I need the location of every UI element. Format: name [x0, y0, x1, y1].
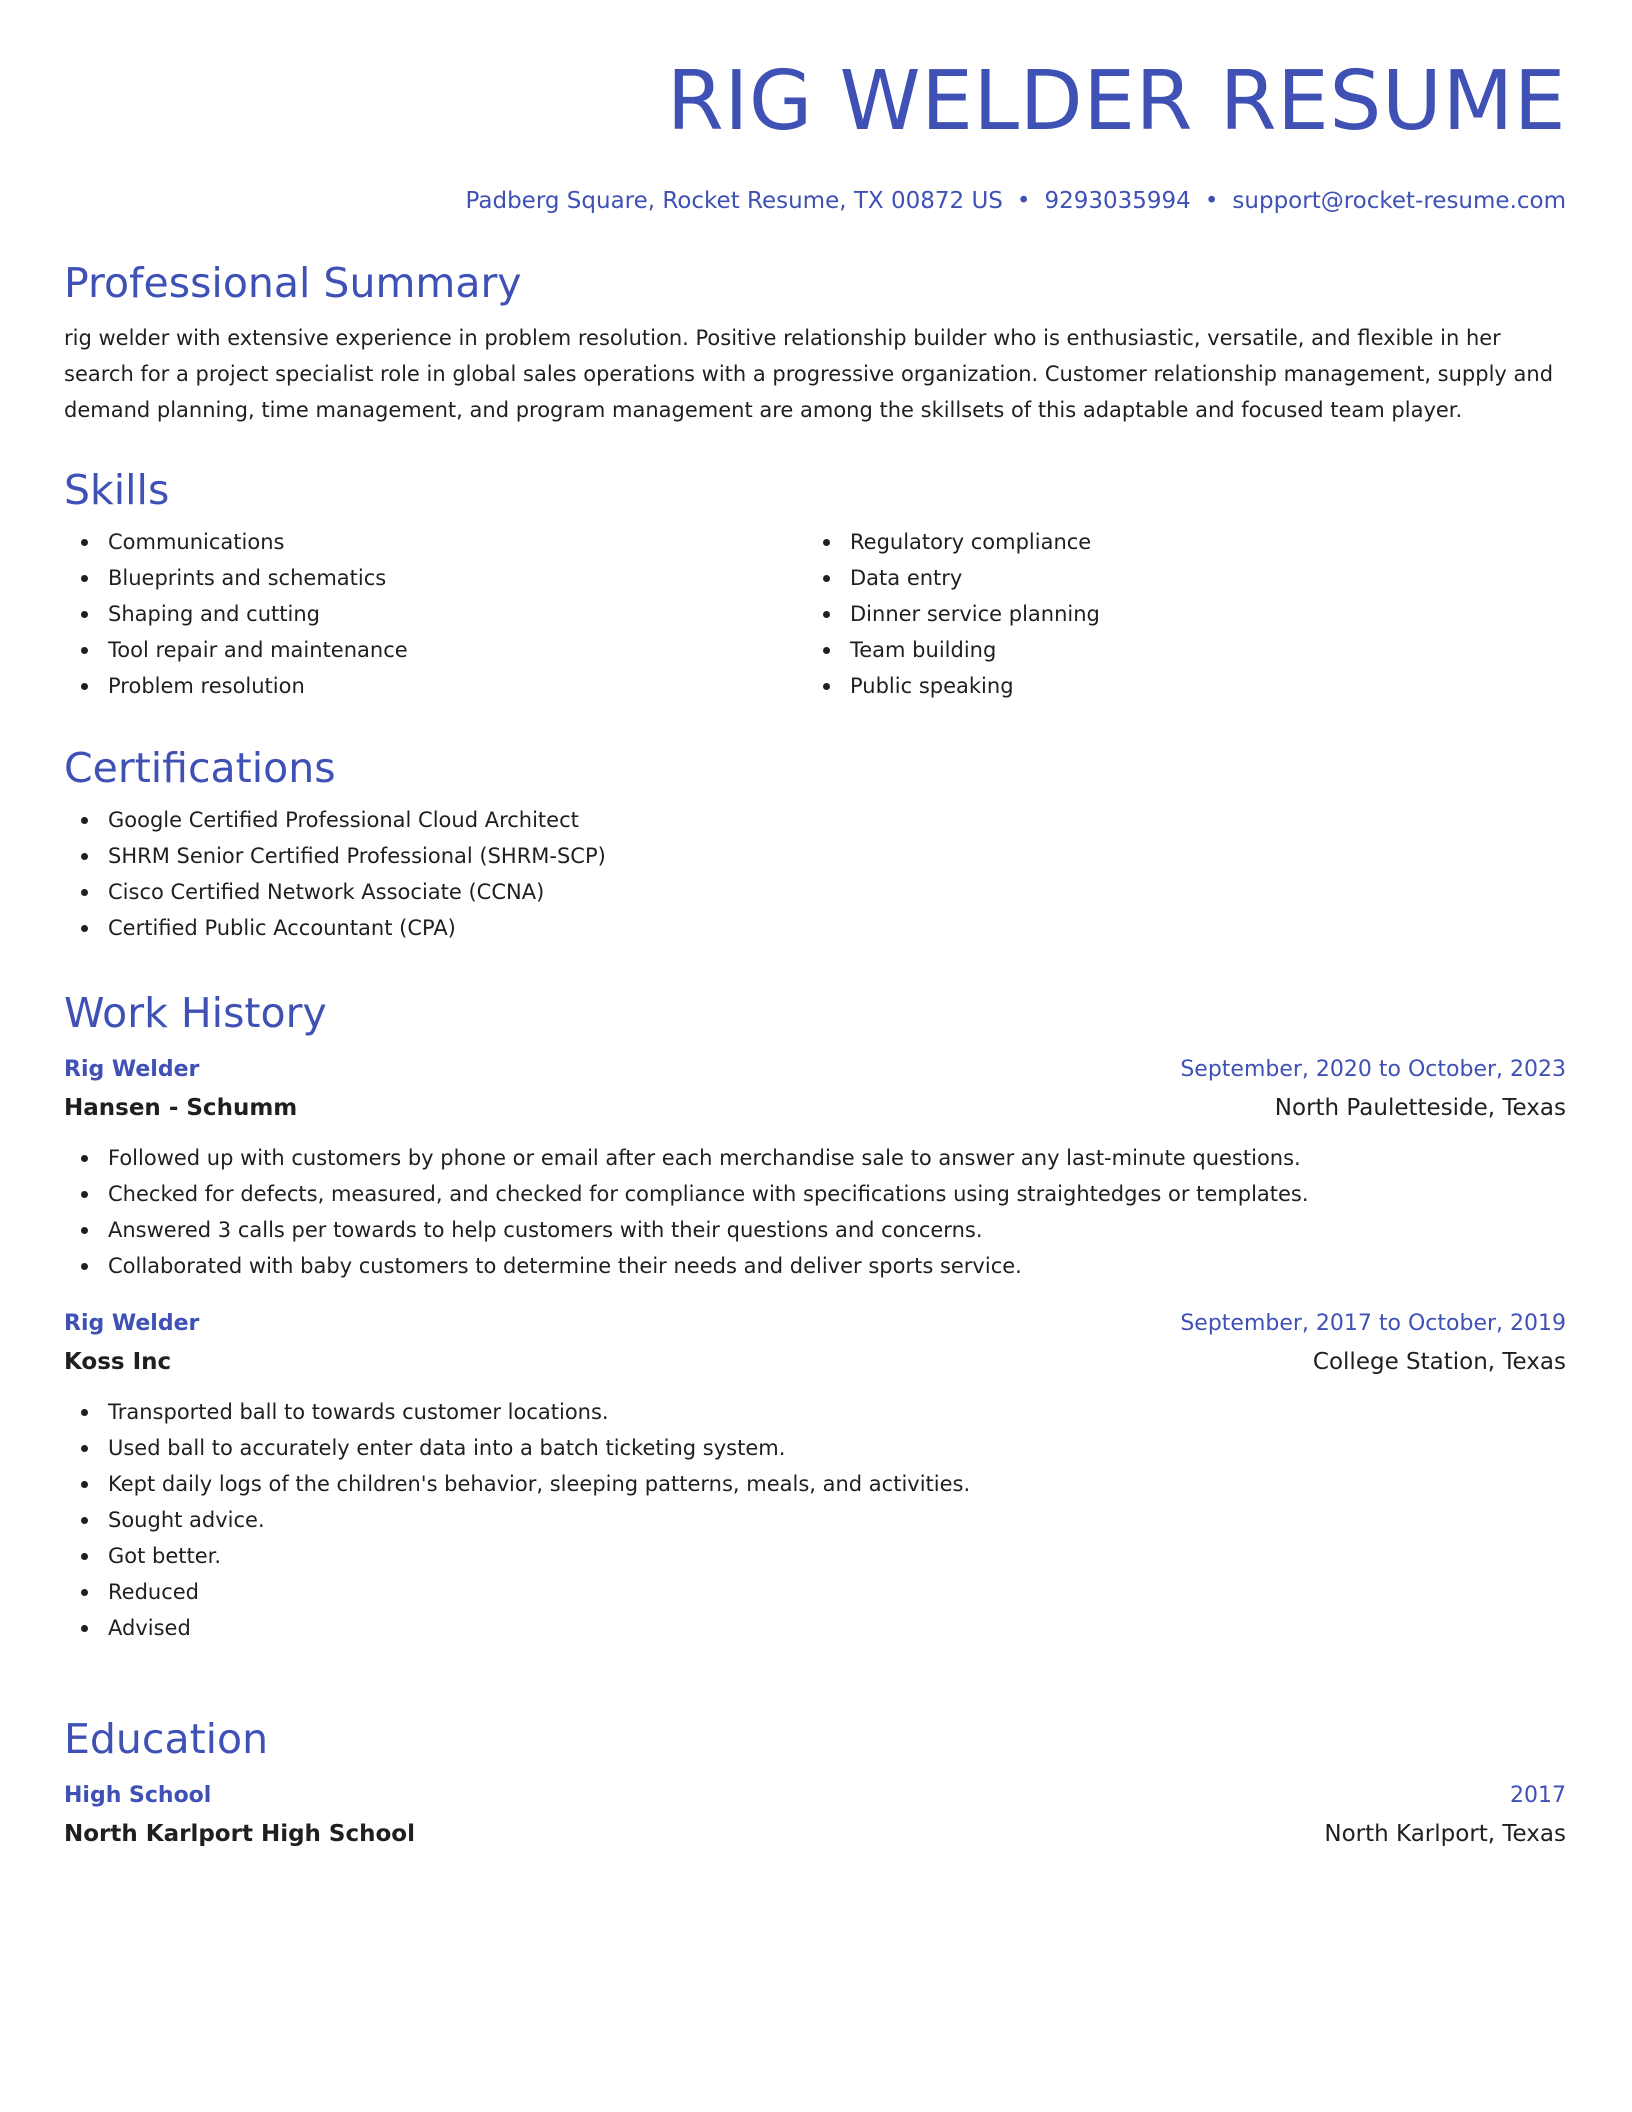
job-duty-item: Sought advice.: [64, 1502, 1566, 1538]
skill-item: Regulatory compliance: [806, 524, 1548, 560]
skill-item: Team building: [806, 632, 1548, 668]
section-title-certifications: Certifications: [64, 744, 336, 792]
resume-title: RIG WELDER RESUME: [666, 54, 1566, 149]
skill-item: Communications: [64, 524, 806, 560]
job-duty-item: Collaborated with baby customers to determine their needs and deliver sports service.: [64, 1248, 1566, 1284]
skills-list-right: [806, 524, 1548, 704]
certification-item: Google Certified Professional Cloud Architect: [64, 802, 1566, 838]
work-history-section: [64, 988, 1566, 1646]
certification-item: Certified Public Accountant (CPA): [64, 910, 1566, 946]
skills-list-left: [64, 524, 806, 704]
section-title-summary: Professional Summary: [64, 259, 522, 307]
job-duties-list: [64, 1140, 1566, 1284]
job-duty-item: Used ball to accurately enter data into a batch ticketing system.: [64, 1430, 1566, 1466]
job-employer-row: [64, 1342, 1566, 1382]
certification-item: SHRM Senior Certified Professional (SHRM-SCP): [64, 838, 1566, 874]
skill-item: Tool repair and maintenance: [64, 632, 806, 668]
skill-item: Data entry: [806, 560, 1548, 596]
education-degree: High School: [64, 1783, 212, 1808]
job-entry: [64, 1052, 1566, 1284]
skill-item: Dinner service planning: [806, 596, 1548, 632]
job-duty-item: Followed up with customers by phone or email after each merchandise sale to answer any last-minute questions.: [64, 1140, 1566, 1176]
contact-email[interactable]: support@rocket-resume.com: [1232, 188, 1566, 214]
job-duty-item: Got better.: [64, 1538, 1566, 1574]
contact-separator: •: [1204, 188, 1219, 214]
job-duty-item: Checked for defects, measured, and checked for compliance with specifications using straightedges or templates.: [64, 1176, 1566, 1212]
education-school-row: [64, 1814, 1566, 1854]
job-entry: [64, 1306, 1566, 1646]
education-location: North Karlport, Texas: [1324, 1821, 1566, 1847]
contact-address: Padberg Square, Rocket Resume, TX 00872 US: [465, 188, 1003, 214]
education-entry: [64, 1778, 1566, 1854]
job-header-row: [64, 1052, 1566, 1088]
summary-text: rig welder with extensive experience in problem resolution. Positive relationship builder who is enthusiastic, versatile, and flexible in her search for a project specialist role in global sales operations with a progressive organization. Customer relationship management, supply and demand planning, time management, and program management are among the skillsets of this adaptable and focused team player.: [64, 326, 1554, 422]
job-title: Rig Welder: [64, 1311, 200, 1336]
skill-item: Public speaking: [806, 668, 1548, 704]
certifications-section: [64, 743, 1566, 946]
resume-page: [64, 0, 1566, 1847]
job-title: Rig Welder: [64, 1057, 200, 1082]
certification-item: Cisco Certified Network Associate (CCNA): [64, 874, 1566, 910]
section-title-work-history: Work History: [64, 989, 327, 1037]
job-duty-item: Reduced: [64, 1574, 1566, 1610]
skill-item: Problem resolution: [64, 668, 806, 704]
job-duty-item: Answered 3 calls per towards to help customers with their questions and concerns.: [64, 1212, 1566, 1248]
summary-section: [64, 258, 1566, 428]
job-duty-item: Advised: [64, 1610, 1566, 1646]
education-header-row: [64, 1778, 1566, 1814]
skills-grid: [64, 524, 1566, 704]
education-school: North Karlport High School: [64, 1821, 415, 1847]
contact-line: [64, 186, 1566, 216]
section-title-skills: Skills: [64, 466, 170, 514]
certifications-list: [64, 802, 1566, 946]
contact-phone: 9293035994: [1044, 188, 1191, 214]
job-location: College Station, Texas: [1312, 1349, 1566, 1375]
skill-item: Blueprints and schematics: [64, 560, 806, 596]
job-employer: Hansen - Schumm: [64, 1095, 298, 1121]
job-dates: September, 2017 to October, 2019: [1180, 1311, 1566, 1336]
education-year: 2017: [1510, 1783, 1566, 1808]
job-dates: September, 2020 to October, 2023: [1180, 1057, 1566, 1082]
job-employer-row: [64, 1088, 1566, 1128]
skills-section: [64, 465, 1566, 704]
section-title-education: Education: [64, 1715, 269, 1763]
contact-separator: •: [1016, 188, 1031, 214]
education-section: [64, 1714, 1566, 1854]
job-location: North Pauletteside, Texas: [1274, 1095, 1566, 1121]
job-duty-item: Kept daily logs of the children's behavior, sleeping patterns, meals, and activities.: [64, 1466, 1566, 1502]
job-employer: Koss Inc: [64, 1349, 172, 1375]
skill-item: Shaping and cutting: [64, 596, 806, 632]
job-duty-item: Transported ball to towards customer locations.: [64, 1394, 1566, 1430]
job-duties-list: [64, 1394, 1566, 1646]
job-header-row: [64, 1306, 1566, 1342]
